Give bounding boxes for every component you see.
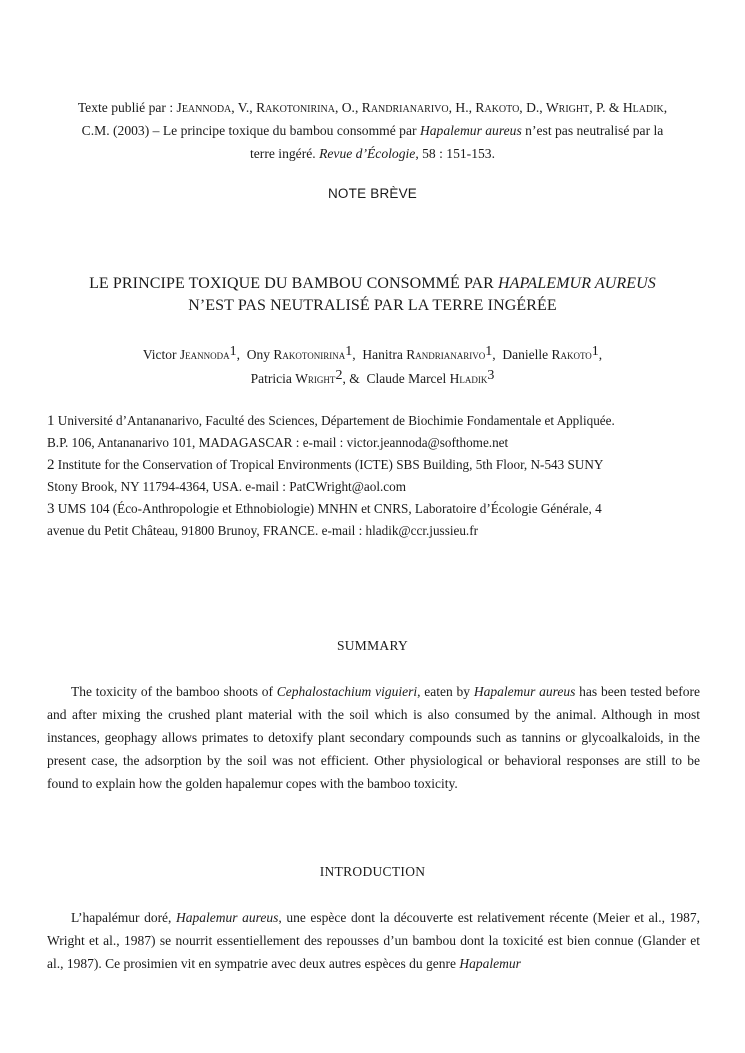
affiliation-item bbox=[47, 498, 707, 542]
citation-line2-start: C.M. (2003) – Le principe toxique du bambou consommé par bbox=[81, 123, 417, 138]
author-list bbox=[40, 343, 705, 391]
author: Danielle Rakoto1, bbox=[502, 344, 603, 362]
author: Claude Marcel Hladik3 bbox=[366, 368, 495, 386]
citation-line2-end: n’est pas neutralisé par la bbox=[525, 123, 664, 138]
affiliation-line: UMS 104 (Éco-Anthropologie et Ethnobiologie) MNHN et CNRS, Laboratoire d’Écologie Générale, 4 bbox=[57, 500, 602, 516]
author: Victor Jeannoda1, bbox=[142, 344, 244, 362]
affiliation-item bbox=[47, 410, 707, 454]
species-name: Hapalemur bbox=[459, 956, 521, 971]
note-label: NOTE BRÈVE bbox=[327, 186, 418, 201]
title-line2: N’EST PAS NEUTRALISÉ PAR LA TERRE INGÉRÉE bbox=[188, 297, 557, 314]
title-line1: LE PRINCIPE TOXIQUE DU BAMBOU CONSOMMÉ PAR bbox=[89, 275, 494, 292]
author: Patricia Wright2, & bbox=[250, 368, 364, 386]
species-name: Hapalemur aureus bbox=[176, 910, 279, 925]
citation-block bbox=[45, 96, 700, 165]
citation-authors: Jeannoda, V., Rakotonirina, O., Randrianarivo, H., Rakoto, D., Wright, P. & Hladik, bbox=[176, 100, 668, 115]
species-name: Hapalemur aureus bbox=[473, 684, 576, 699]
affiliation-line: Stony Brook, NY 11794-4364, USA. e-mail : PatCWright@aol.com bbox=[47, 479, 406, 495]
affiliation-number: 3 bbox=[47, 500, 55, 517]
affiliation-line: avenue du Petit Château, 91800 Brunoy, FRANCE. e-mail : hladik@ccr.jussieu.fr bbox=[47, 523, 479, 539]
summary-paragraph: The toxicity of the bamboo shoots of Cephalostachium viguieri, eaten by Hapalemur aureus has been tested before and after mixing the crushed plant material with the soil which is also consumed by the animal. Although in most instances, geophagy allows primates to detoxify plant secondary compounds such as tannins or glycoalkaloids, in the present case, the adsorption by the soil was not efficient. Other physiological or behavioral responses are still to be found to explain how the golden hapalemur copes with the bamboo toxicity. bbox=[47, 684, 701, 791]
affiliation-item bbox=[47, 454, 707, 498]
affiliation-line: Université d’Antananarivo, Faculté des Sciences, Département de Biochimie Fondamentale et Appliquée. bbox=[57, 413, 615, 428]
affiliation-number: 2 bbox=[47, 456, 55, 473]
summary-heading: SUMMARY bbox=[336, 638, 409, 653]
affiliations bbox=[47, 410, 707, 541]
affiliation-line: B.P. 106, Antananarivo 101, MADAGASCAR : e-mail : victor.jeannoda@softhome.net bbox=[47, 435, 509, 451]
introduction-paragraph: L’hapalémur doré, Hapalemur aureus, une espèce dont la découverte est relativement récente (Meier et al., 1987, Wright et al., 1987) se nourrit essentiellement des repousses d’un bambou dont la toxicité est bien connue (Glander et al., 1987). Ce prosimien vit en sympatrie avec deux autres espèces du genre Hapalemur bbox=[47, 910, 701, 971]
affiliation-number: 1 bbox=[47, 413, 55, 429]
paper-title bbox=[40, 273, 705, 317]
title-species: HAPALEMUR AUREUS bbox=[498, 275, 656, 292]
citation-pages: , 58 : 151-153. bbox=[415, 146, 495, 161]
affiliation-line: Institute for the Conservation of Tropical Environments (ICTE) SBS Building, 5th Floor, N-543 SUNY bbox=[57, 456, 604, 472]
citation-journal: Revue d’Écologie bbox=[319, 146, 416, 161]
citation-species: Hapalemur aureus bbox=[419, 123, 522, 138]
author: Hanitra Randrianarivo1, bbox=[362, 344, 499, 362]
citation-line3-start: terre ingéré. bbox=[250, 146, 316, 161]
citation-prefix: Texte publié par : bbox=[77, 100, 174, 115]
species-name: Cephalostachium viguieri bbox=[276, 684, 418, 699]
introduction-heading: INTRODUCTION bbox=[319, 864, 426, 879]
author: Ony Rakotonirina1, bbox=[246, 344, 359, 362]
